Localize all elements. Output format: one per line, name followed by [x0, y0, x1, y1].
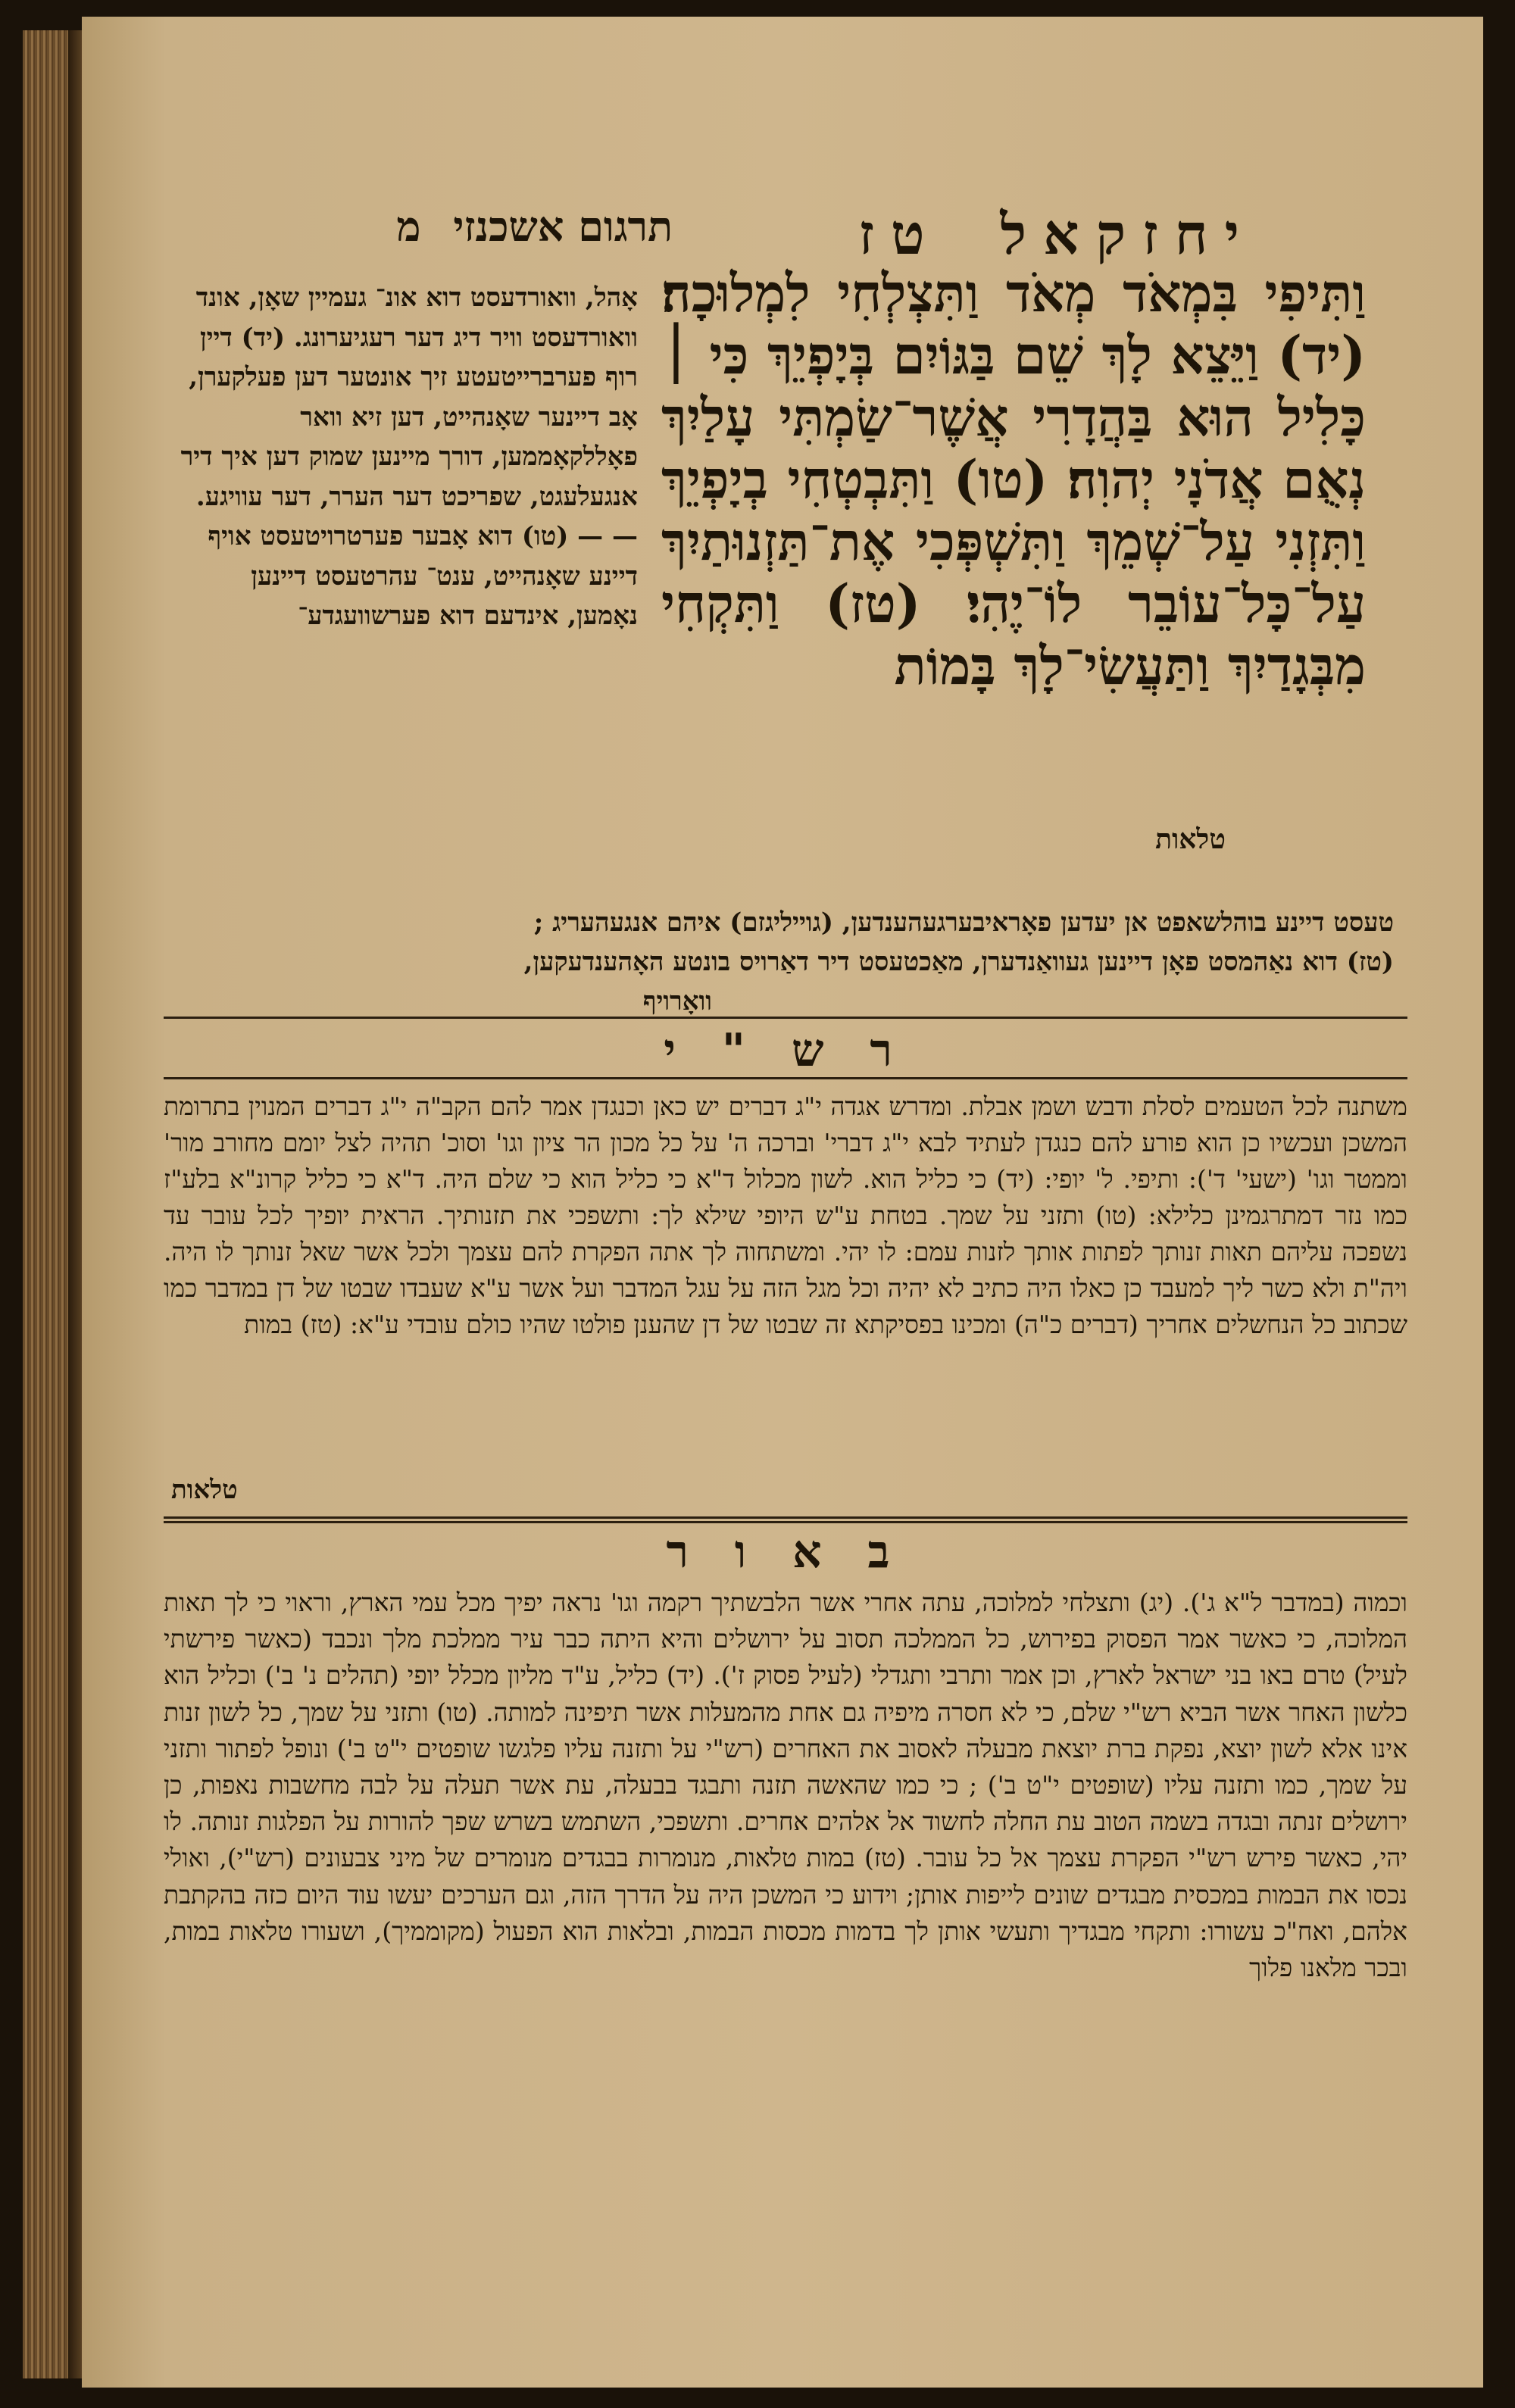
chapter-number: טז [858, 202, 942, 267]
targum-continuation [167, 903, 1394, 1021]
book-spine-shadow [68, 30, 83, 2378]
divider-rule [164, 1516, 1407, 1519]
page-header-targum [173, 202, 673, 270]
rashi-heading: ר ש " י [664, 1024, 907, 1077]
page-letter: מ [396, 202, 421, 251]
targum-line: טעסט דיינע בוהלשאפט אן יעדען פאָראיבערגעהענדען, (גוייליגזם) איהם אנגעהעריג ; [533, 907, 1394, 938]
targum-title: תרגום אשכנזי [453, 202, 673, 251]
dark-margin [1483, 17, 1515, 2388]
targum-line: (טז) דוא נאַהמסט פאָן דיינען געוואַנדערן, מאַכטעסט דיר דאַרויס בונטע האָהענדעקען, [523, 947, 1394, 977]
biur-text: וכמוה (במדבר ל"א ג'). (יג) ותצלחי למלוכה, עתה אחרי אשר הלבשתיך רקמה וגו' נראה יפיך מכל עמי הארץ, וראוי כי לך תאות המלוכה, כי כאשר אמר הפסוק בפירוש, כל הממלכה תסוב על ירושלים והיא היתה כבר עיר ממלכת מלך ונכבד (כאשר פירשתי לעיל) טרם באו בני ישראל לארץ, וכן אמר ותרבי ותגדלי (לעיל פסוק ז'). (יד) כליל, ע"ד מליון מכלל יופי (תהלים נ' ב') וכליל הוא כלשון האחר אשר הביא רש"י שלם, כי לא חסרה מיפיה גם אחת מהמעלות אשר תיפינה למותה. (טו) ותזני על שמך, כל לשון זנות אינו אלא לשון יוצא, נפקת ברת יוצאת מבעלה לאסוב את האחרים (רש"י על ותזנה עליו פלגשו שופטים י"ט ב') ונופל לפתור ותזני על שמך, כמו ותזנה עליו (שופטים י"ט ב') ; כי כמו שהאשה תזנה ותבגד בבעלה, עת אשר תעלה על לבה מחשבות נאפות, כן ירושלים זנתה ובגדה בשמה הטוב עת החלה לחשוד אל אלהים אחרים. ותשפכי, השתמש בשרש שפך להורות על הפלגות זנותה. לו יהי, כאשר פירש רש"י הפקרת עצמך אל כל עובר. (טז) במות טלאות, מנומרות בבגדים מנומרים של מיני צבעונים (רש"י), ואולי נכסו את הבמות במכסית מבגדים שונים לייפות אותן; וידוע כי המשכן היה על הדרך הזה, וגם הערכים יעשו עוד היום כזה בהקתבת אלהם, ואח"כ עשורו: ותקחי מבגדיך ותעשי אותן לך בדמות מכסות הבמות, ובלאות הוא הפעול (מקוממיך), ושעורו טלאות במות, ובכר מלאנו פלוך [164, 1588, 1407, 1983]
divider-rule [164, 1017, 1407, 1019]
commentary-area [164, 1017, 1407, 2275]
divider-rule [164, 1077, 1407, 1079]
targum-column: אָהל, וואורדעסט דוא אונ־ געמיין שאָן, אונד וואורדעסט וויר דיג דער רעגיערונג. (יד) דיין רוף פערברייטעטע זיך אונטער דען פעלקערן, אָב דיינער שאָנהייט, דען זיא וואר פאָללקאָממען, דורך מיינען שמוק דען איך דיר אנגעלעגט, שפריכט דער הערר, דער עוויגע. — — (טו) דוא אָבער פערטרויטעסט אויף דיינע שאָנהייט, ענט־ עהרטעסט דיינען נאָמען, אינדעם דוא פערשוועגדע־ [180, 283, 638, 631]
book-page [82, 17, 1483, 2388]
book-page-edges [23, 30, 68, 2378]
page-header-book [801, 202, 1256, 270]
scripture-text-block [661, 263, 1366, 869]
targum-line: וואָרויף [642, 986, 712, 1017]
rashi-commentary [164, 1088, 1407, 1343]
book-title: יחזקאל [1000, 202, 1256, 267]
biur-commentary [164, 1585, 1407, 1986]
scripture-verses: וַתִּיפִי בִּמְאֹד מְאֹד וַתִּצְלְחִי לִמְלוּכָה׃ (יד) וַיֵּצֵא לָךְ שֵׁם בַּגּוֹיִם בְּיָפְיֵךְ כִּי ׀ כָּלִיל הוּא בַּהֲדָרִי אֲשֶׁר־שַׂמְתִּי עָלַיִךְ נְאֻם אֲדֹנָי יְהוִה׃ (טו) וַתִּבְטְחִי בְיָפְיֵךְ וַתִּזְנִי עַל־שְׁמֵךְ וַתִּשְׁפְּכִי אֶת־תַּזְנוּתַיִךְ עַל־כָּל־עוֹבֵר לוֹ־יֶהִי׃ (טז) וַתִּקְחִי מִבְּגָדַיִךְ וַתַּעֲשִׂי־לָךְ בָּמוֹת [661, 263, 1366, 697]
biur-heading: ב א ו ר [666, 1526, 905, 1579]
rashi-catchword: טלאות [171, 1475, 238, 1505]
divider-rule [164, 1521, 1407, 1523]
scripture-catchword: טלאות [1155, 823, 1226, 855]
rashi-text: משתנה לכל הטעמים לסלת ודבש ושמן אבלת. ומדרש אגדה י"ג דברים יש כאן וכנגדן אמר להם הקב"ה י"ג דברים המנוין בתרומת המשכן ועכשיו כן הוא פורע להם כנגדן לעתיד לבא י"ג דברי' וברכה ה' על כל מכון הר ציון וגו' וסוכ' תהיה לצל יומם מחורב מור' וממטר וגו' (ישעי' ד'): ותיפי. ל' יופי: (יד) כי כליל הוא. לשון מכלול ד"א כי כליל הוא כי שלם היה. ד"א כי כליל קרונ"א בלע"ז כמו נזר דמתרגמינן כלילא: (טו) ותזני על שמך. בטחת ע"ש היופי שילא לך: ותשפכי את תזנותיך. הראית יופיך לכל עובר עד נשפכה עליהם תאות זנותך לפתות אותך לזנות עמם: לו יהי. ומשתחוה לך אתה הפקרת להם עצמך ולכל אשר שאל זנותך לו היה. ויה"ת ולא כשר ליך למעבד כן כאלו היה כתיב לא יהיה וכל מגל הזה על עגל המדבר ועל אשר ע"א שעבדו שבטו של דן במדבר כמו שכתוב כל הנחשלים אחריך (דברים כ"ה) ומכינו בפסיקתא זה שבטו של דן שהענן פולטו שהיו כולם עובדי ע"א: (טז) במות [164, 1092, 1407, 1339]
